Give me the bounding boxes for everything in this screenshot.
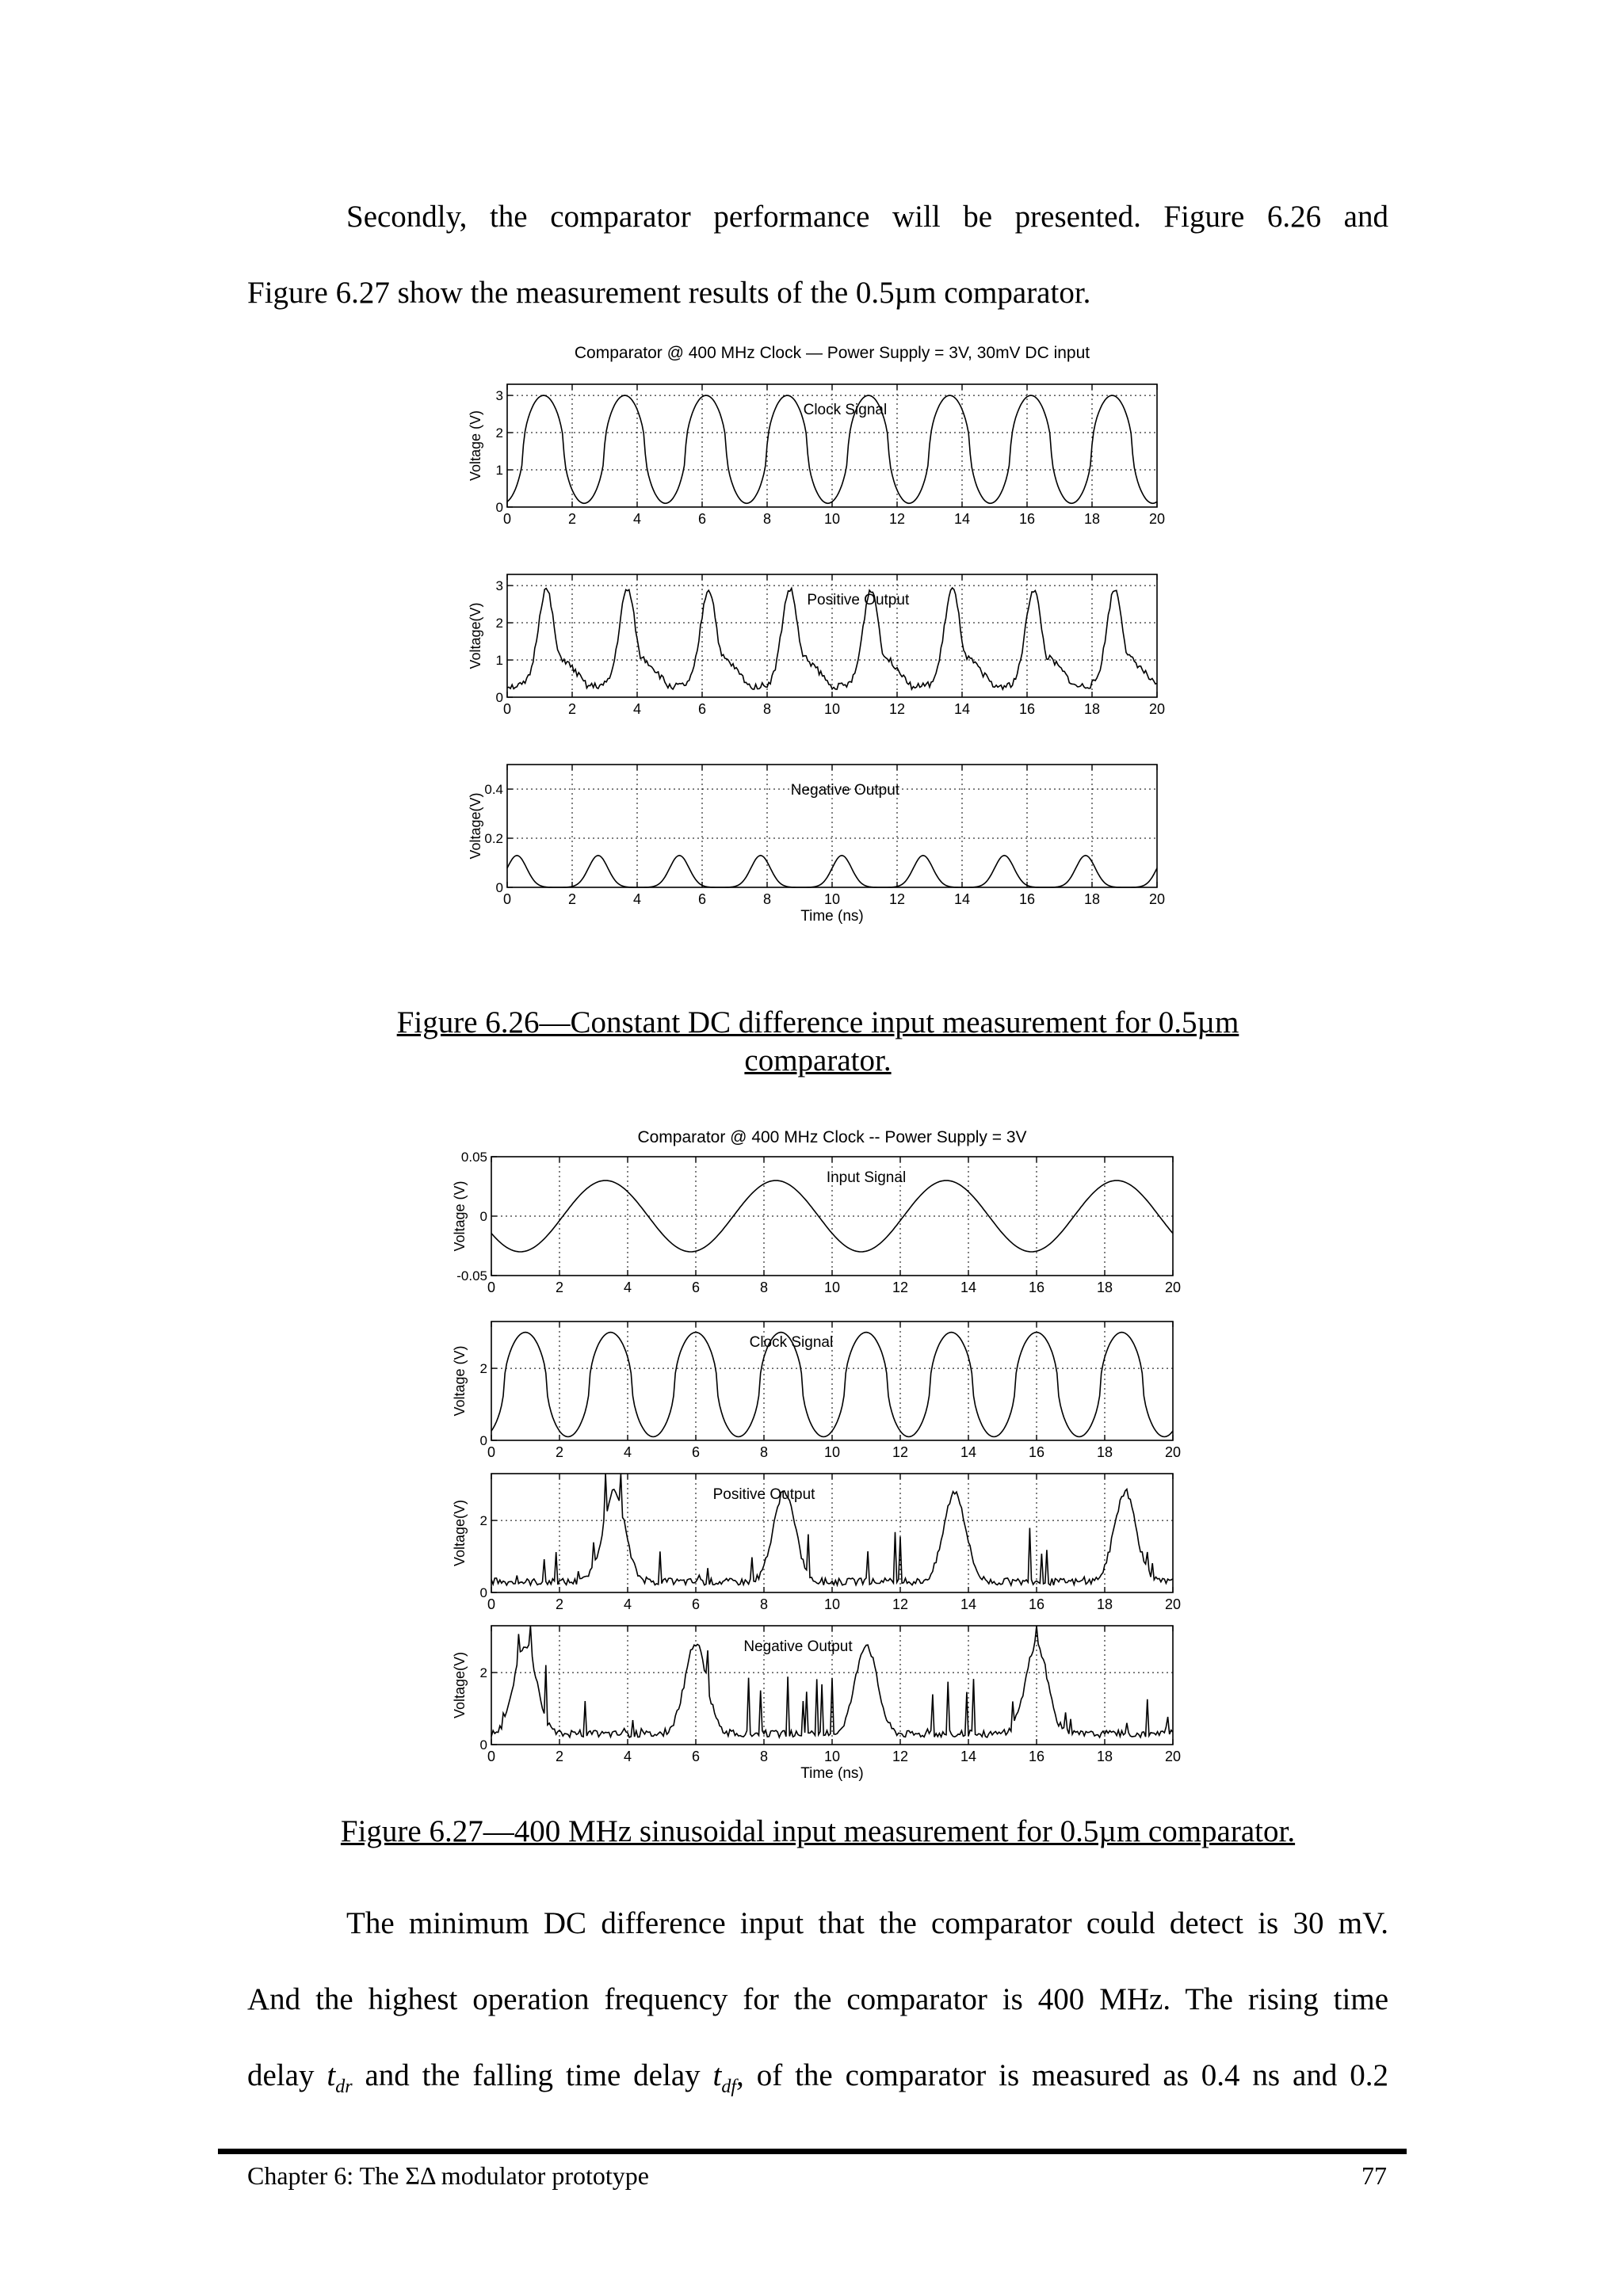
fig1-panel-2-xtick-label: 10 bbox=[823, 891, 841, 907]
body-paragraph bbox=[247, 1886, 1388, 2125]
fig2-panel-2-xtick-label: 0 bbox=[487, 1596, 496, 1612]
fig1-panel-0-xtick-label: 6 bbox=[697, 511, 707, 527]
fig2-panel-1-xtick-label: 6 bbox=[691, 1444, 701, 1460]
fig1-panel-0-label: Clock Signal bbox=[803, 402, 888, 418]
fig1-panel-1-xtick-label: 6 bbox=[697, 701, 707, 717]
fig2-panel-2-ylabel: Voltage(V) bbox=[452, 1499, 468, 1567]
fig1-panel-0-xtick-label: 10 bbox=[823, 511, 841, 527]
fig2-panel-0-xtick-label: 0 bbox=[487, 1280, 496, 1295]
fig1-panel-2-xtick-label: 18 bbox=[1083, 891, 1101, 907]
fig2-panel-1-xtick-label: 0 bbox=[487, 1444, 496, 1460]
fig2-panel-1-xtick-label: 20 bbox=[1164, 1444, 1182, 1460]
symbol-tdf bbox=[712, 2058, 737, 2097]
fig1-panel-2-xtick-label: 16 bbox=[1018, 891, 1036, 907]
fig2-panel-3-xtick-label: 2 bbox=[555, 1749, 564, 1764]
body-line-3-part-a: delay bbox=[247, 2058, 327, 2092]
footer-rule bbox=[218, 2149, 1407, 2154]
fig2-panel-3-xtick-label: 8 bbox=[759, 1749, 769, 1764]
fig2-panel-3-xtick-label: 10 bbox=[823, 1749, 841, 1764]
fig2-panel-0-xtick-label: 14 bbox=[960, 1280, 977, 1295]
body-line-1: The minimum DC difference input that the comparator could detect is 30 mV. bbox=[346, 1906, 1388, 1940]
fig2-panel-3-xtick-label: 16 bbox=[1028, 1749, 1045, 1764]
figure-6-27-caption: Figure 6.27—400 MHz sinusoidal input measurement for 0.5µm comparator. bbox=[340, 1814, 1296, 1848]
fig1-panel-1-ytick-label: 3 bbox=[495, 578, 503, 594]
fig2-panel-0-ytick-label: 0.05 bbox=[460, 1150, 487, 1165]
fig2-panel-1-xtick-label: 14 bbox=[960, 1444, 977, 1460]
fig1-xlabel: Time (ns) bbox=[800, 908, 864, 925]
fig2-panel-1-ylabel: Voltage (V) bbox=[452, 1345, 468, 1417]
fig2-panel-3-label: Negative Output bbox=[743, 1638, 853, 1655]
fig1-panel-0-xtick-label: 18 bbox=[1083, 511, 1101, 527]
fig2-panel-1-label: Clock Signal bbox=[749, 1334, 834, 1351]
symbol-tdf-sub: df bbox=[721, 2076, 737, 2097]
fig2-panel-3-xtick-label: 18 bbox=[1096, 1749, 1113, 1764]
fig2-panel-2-ytick-label: 2 bbox=[479, 1513, 487, 1529]
fig1-panel-1-ytick-label: 1 bbox=[495, 653, 503, 669]
fig1-panel-0-xtick-label: 0 bbox=[502, 511, 512, 527]
fig1-panel-2-xtick-label: 14 bbox=[953, 891, 971, 907]
fig2-panel-2-xtick-label: 2 bbox=[555, 1596, 564, 1612]
fig2-panel-0-xtick-label: 16 bbox=[1028, 1280, 1045, 1295]
fig2-panel-0-xtick-label: 12 bbox=[892, 1280, 909, 1295]
fig2-panel-3-ytick-label: 2 bbox=[479, 1665, 487, 1681]
fig2-panel-0-xtick-label: 10 bbox=[823, 1280, 841, 1295]
fig2-panel-1-xtick-label: 2 bbox=[555, 1444, 564, 1460]
fig1-panel-2-ytick-label: 0 bbox=[495, 880, 503, 895]
fig1-panel-1-xtick-label: 18 bbox=[1083, 701, 1101, 717]
fig2-panel-1-xtick-label: 4 bbox=[623, 1444, 632, 1460]
fig2-panel-2-label: Positive Output bbox=[712, 1486, 815, 1503]
fig1-panel-0-xtick-label: 20 bbox=[1148, 511, 1166, 527]
fig1-panel-2-xtick-label: 8 bbox=[762, 891, 772, 907]
fig1-panel-0-xtick-label: 4 bbox=[632, 511, 642, 527]
fig1-panel-1-xtick-label: 14 bbox=[953, 701, 971, 717]
fig2-xlabel: Time (ns) bbox=[800, 1765, 864, 1782]
fig2-panel-3-xtick-label: 12 bbox=[892, 1749, 909, 1764]
fig1-panel-0-ylabel: Voltage (V) bbox=[468, 410, 483, 482]
footer-chapter: Chapter 6: The ΣΔ modulator prototype bbox=[247, 2161, 649, 2190]
fig2-panel-0-ytick-label: 0 bbox=[479, 1209, 487, 1224]
fig1-panel-2-xtick-label: 4 bbox=[632, 891, 642, 907]
fig1-title: Comparator @ 400 MHz Clock — Power Supply = 3V, 30mV DC input bbox=[574, 344, 1090, 362]
fig1-panel-0-xtick-label: 12 bbox=[888, 511, 906, 527]
body-line-3-part-b: and the falling time delay bbox=[352, 2058, 713, 2092]
fig2-panel-1-xtick-label: 16 bbox=[1028, 1444, 1045, 1460]
fig2-panel-0-xtick-label: 8 bbox=[759, 1280, 769, 1295]
figure-6-26-caption-line-1: Figure 6.26—Constant DC difference input measurement for 0.5µm bbox=[396, 1005, 1239, 1039]
symbol-tdr bbox=[327, 2058, 353, 2097]
fig1-panel-2-label: Negative Output bbox=[790, 782, 900, 799]
fig2-panel-3-ylabel: Voltage(V) bbox=[452, 1651, 468, 1719]
fig1-panel-1-xtick-label: 0 bbox=[502, 701, 512, 717]
fig2-panel-2-xtick-label: 6 bbox=[691, 1596, 701, 1612]
fig1-panel-1-label: Positive Output bbox=[807, 592, 910, 608]
fig2-panel-2-xtick-label: 16 bbox=[1028, 1596, 1045, 1612]
fig2-panel-3-ytick-label: 0 bbox=[479, 1737, 487, 1753]
fig1-panel-1-xtick-label: 8 bbox=[762, 701, 772, 717]
fig2-panel-3-xtick-label: 6 bbox=[691, 1749, 701, 1764]
fig2-panel-1-ytick-label: 2 bbox=[479, 1361, 487, 1377]
fig1-panel-1-xtick-label: 2 bbox=[567, 701, 577, 717]
fig1-panel-1-ytick-label: 0 bbox=[495, 690, 503, 705]
fig1-panel-2-xtick-label: 2 bbox=[567, 891, 577, 907]
fig2-panel-2-xtick-label: 12 bbox=[892, 1596, 909, 1612]
fig2-panel-0-ylabel: Voltage (V) bbox=[452, 1180, 468, 1252]
fig1-panel-0-ytick-label: 0 bbox=[495, 500, 503, 515]
fig2-panel-0-xtick-label: 20 bbox=[1164, 1280, 1182, 1295]
fig1-panel-0-xtick-label: 2 bbox=[567, 511, 577, 527]
fig1-panel-0-ytick-label: 3 bbox=[495, 388, 503, 404]
fig1-panel-2-xtick-label: 6 bbox=[697, 891, 707, 907]
fig2-panel-1-xtick-label: 18 bbox=[1096, 1444, 1113, 1460]
figure-6-27-chart bbox=[420, 1125, 1236, 1783]
fig2-panel-2-xtick-label: 8 bbox=[759, 1596, 769, 1612]
fig2-panel-3-xtick-label: 4 bbox=[623, 1749, 632, 1764]
fig1-panel-0-ytick-label: 2 bbox=[495, 425, 503, 441]
fig2-panel-3-xtick-label: 14 bbox=[960, 1749, 977, 1764]
symbol-tdf-base: t bbox=[712, 2058, 722, 2092]
fig2-panel-2-xtick-label: 10 bbox=[823, 1596, 841, 1612]
intro-line-2: Figure 6.27 show the measurement results of the 0.5µm comparator. bbox=[247, 276, 1091, 310]
figure-6-26-chart bbox=[444, 341, 1205, 967]
fig2-panel-0-label: Input Signal bbox=[826, 1169, 907, 1186]
fig2-panel-1-xtick-label: 8 bbox=[759, 1444, 769, 1460]
fig1-panel-1-xtick-label: 10 bbox=[823, 701, 841, 717]
footer-page-number: 77 bbox=[1361, 2161, 1387, 2190]
fig1-panel-0-ytick-label: 1 bbox=[495, 463, 503, 479]
fig1-panel-0-xtick-label: 16 bbox=[1018, 511, 1036, 527]
fig1-panel-1-xtick-label: 16 bbox=[1018, 701, 1036, 717]
figure-6-26-caption bbox=[247, 1004, 1388, 1080]
symbol-tdr-sub: dr bbox=[335, 2076, 353, 2097]
body-line-3 bbox=[247, 2038, 1388, 2125]
fig2-panel-2-ytick-label: 0 bbox=[479, 1585, 487, 1600]
fig1-panel-2-xtick-label: 12 bbox=[888, 891, 906, 907]
fig2-panel-2-xtick-label: 14 bbox=[960, 1596, 977, 1612]
fig1-panel-2-xtick-label: 0 bbox=[502, 891, 512, 907]
fig2-panel-0-xtick-label: 18 bbox=[1096, 1280, 1113, 1295]
fig2-series-2-line bbox=[491, 1474, 1173, 1585]
fig1-panel-0-xtick-label: 14 bbox=[953, 511, 971, 527]
fig2-panel-0-ytick-label: -0.05 bbox=[456, 1268, 487, 1283]
fig2-panel-1-xtick-label: 10 bbox=[823, 1444, 841, 1460]
fig1-panel-2-ytick-label: 0.4 bbox=[484, 782, 503, 797]
fig1-panel-0-xtick-label: 8 bbox=[762, 511, 772, 527]
body-line-2: And the highest operation frequency for the comparator is 400 MHz. The rising time bbox=[247, 1982, 1388, 2016]
fig1-panel-1-xtick-label: 4 bbox=[632, 701, 642, 717]
fig1-panel-2-xtick-label: 20 bbox=[1148, 891, 1166, 907]
intro-paragraph bbox=[247, 179, 1388, 331]
fig1-panel-2-ylabel: Voltage(V) bbox=[468, 792, 483, 860]
fig2-panel-0-xtick-label: 4 bbox=[623, 1280, 632, 1295]
fig2-title: Comparator @ 400 MHz Clock -- Power Supply = 3V bbox=[637, 1128, 1027, 1146]
fig1-panel-1-xtick-label: 12 bbox=[888, 701, 906, 717]
fig1-panel-1-xtick-label: 20 bbox=[1148, 701, 1166, 717]
body-line-3-part-c: , of the comparator is measured as 0.4 ns and 0.2 bbox=[736, 2058, 1388, 2092]
fig2-panel-1-ytick-label: 0 bbox=[479, 1433, 487, 1448]
symbol-tdr-base: t bbox=[327, 2058, 336, 2092]
fig1-panel-2-ytick-label: 0.2 bbox=[484, 831, 503, 846]
fig2-panel-2-xtick-label: 18 bbox=[1096, 1596, 1113, 1612]
fig2-panel-0-xtick-label: 2 bbox=[555, 1280, 564, 1295]
fig2-panel-2-xtick-label: 20 bbox=[1164, 1596, 1182, 1612]
fig2-panel-1-xtick-label: 12 bbox=[892, 1444, 909, 1460]
fig2-panel-0-xtick-label: 6 bbox=[691, 1280, 701, 1295]
fig1-panel-1-ylabel: Voltage(V) bbox=[468, 602, 483, 669]
fig2-panel-3-xtick-label: 20 bbox=[1164, 1749, 1182, 1764]
fig2-panel-2-xtick-label: 4 bbox=[623, 1596, 632, 1612]
fig1-panel-1-ytick-label: 2 bbox=[495, 616, 503, 631]
figure-6-26-caption-line-2: comparator. bbox=[744, 1043, 892, 1077]
fig2-panel-3-xtick-label: 0 bbox=[487, 1749, 496, 1764]
intro-line-1: Secondly, the comparator performance will be presented. Figure 6.26 and bbox=[346, 200, 1388, 234]
